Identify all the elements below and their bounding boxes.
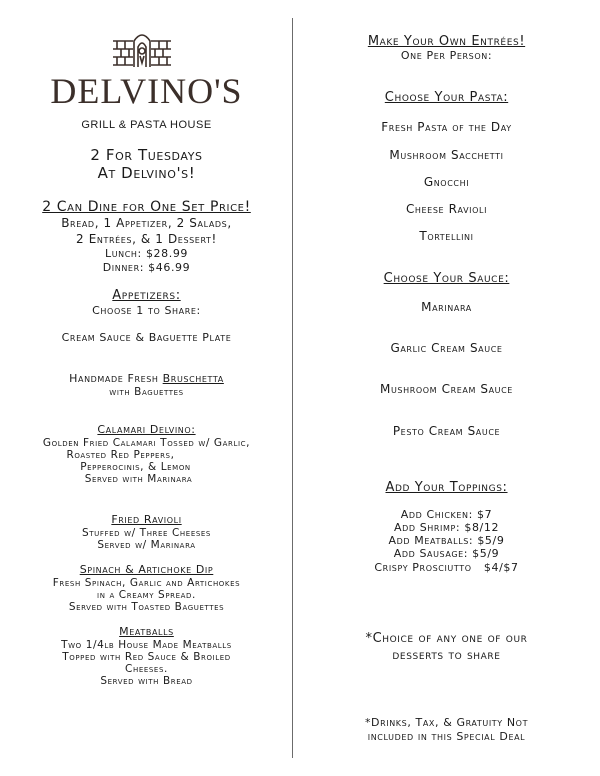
- price-lunch: Lunch: $28.99: [104, 247, 189, 260]
- appetizers-heading: Appetizers:: [112, 288, 181, 303]
- meatballs-name: Meatballs: [119, 625, 174, 638]
- footnote-line1: *Drinks, Tax, & Gratuity Not: [364, 716, 529, 729]
- pasta-item: Tortellini: [419, 229, 474, 243]
- ravioli-name: Fried Ravioli: [111, 513, 182, 526]
- pasta-item: Cheese Ravioli: [405, 202, 488, 216]
- topping-item: Add Sausage: $5/9: [393, 547, 500, 560]
- brand-name: DELVINO'S: [50, 71, 243, 111]
- bruschetta-desc: with Baguettes: [109, 386, 184, 398]
- spinach-name: Spinach & Artichoke Dip: [79, 563, 214, 576]
- toppings-heading: Add Your Toppings:: [385, 480, 508, 495]
- promo-includes-line2: 2 Entrées, & 1 Dessert!: [76, 232, 217, 246]
- bruschetta-name: Bruschetta: [162, 372, 224, 385]
- promo-title-line2: At Delvino's!: [97, 164, 196, 182]
- sauce-item: Pesto Cream Sauce: [392, 424, 501, 438]
- calamari-desc1: Golden Fried Calamari Tossed w/ Garlic,: [42, 437, 251, 449]
- bruschetta-prefix: Handmade Fresh: [69, 372, 163, 385]
- ravioli-desc1: Stuffed w/ Three Cheeses: [82, 527, 211, 539]
- right-column: [293, 0, 600, 776]
- price-dinner: Dinner: $46.99: [102, 261, 191, 274]
- pasta-item: Mushroom Sacchetti: [389, 148, 504, 162]
- entrees-heading: Make Your Own Entrées!: [367, 34, 526, 49]
- sauce-item: Garlic Cream Sauce: [390, 341, 503, 355]
- spinach-desc1: Fresh Spinach, Garlic and Artichokes: [52, 577, 241, 589]
- promo-includes-line1: Bread, 1 Appetizer, 2 Salads,: [61, 216, 232, 230]
- topping-item: Add Chicken: $7: [400, 508, 493, 521]
- appetizers-subheading: Choose 1 to Share:: [92, 304, 201, 317]
- spinach-desc3: Served with Toasted Baguettes: [68, 601, 225, 613]
- pasta-item: Fresh Pasta of the Day: [381, 120, 512, 134]
- appetizer-cream-sauce: Cream Sauce & Baguette Plate: [61, 331, 232, 344]
- brick-arch-figure-icon: [111, 27, 173, 71]
- topping-item: Add Meatballs: $5/9: [388, 534, 505, 547]
- meatballs-desc2: Topped with Red Sauce & Broiled: [62, 651, 231, 663]
- calamari-name: Calamari Delvino:: [97, 423, 196, 436]
- pasta-item: Gnocchi: [423, 175, 470, 189]
- footnote-line2: included in this Special Deal: [367, 730, 526, 743]
- meatballs-desc3: Cheeses.: [125, 663, 168, 675]
- topping-item: Add Shrimp: $8/12: [393, 521, 500, 534]
- calamari-desc4: Served with Marinara: [84, 473, 193, 485]
- dessert-line2: desserts to share: [392, 648, 501, 663]
- promo-title-line1: 2 For Tuesdays: [90, 146, 203, 164]
- entrees-subheading: One Per Person:: [400, 49, 493, 62]
- sauce-item: Marinara: [421, 300, 472, 314]
- promo-offer: 2 Can Dine for One Set Price!: [42, 199, 251, 215]
- appetizer-bruschetta: [0, 373, 293, 385]
- ravioli-desc2: Served w/ Marinara: [97, 539, 196, 551]
- topping-item: Crispy Prosciutto $4/$7: [374, 561, 519, 574]
- spinach-desc2: in a Creamy Spread.: [97, 589, 196, 601]
- calamari-desc2: Roasted Red Peppers,: [66, 449, 175, 461]
- sauce-heading: Choose Your Sauce:: [383, 271, 510, 286]
- meatballs-desc1: Two 1/4lb House Made Meatballs: [61, 639, 232, 651]
- calamari-desc3: Pepperocinis, & Lemon: [80, 461, 191, 473]
- pasta-heading: Choose Your Pasta:: [384, 90, 509, 105]
- left-column: [0, 0, 293, 776]
- meatballs-desc4: Served with Bread: [100, 675, 193, 687]
- brand-tagline: GRILL & PASTA HOUSE: [81, 119, 212, 131]
- dessert-line1: *Choice of any one of our: [365, 631, 528, 646]
- sauce-item: Mushroom Cream Sauce: [380, 382, 513, 396]
